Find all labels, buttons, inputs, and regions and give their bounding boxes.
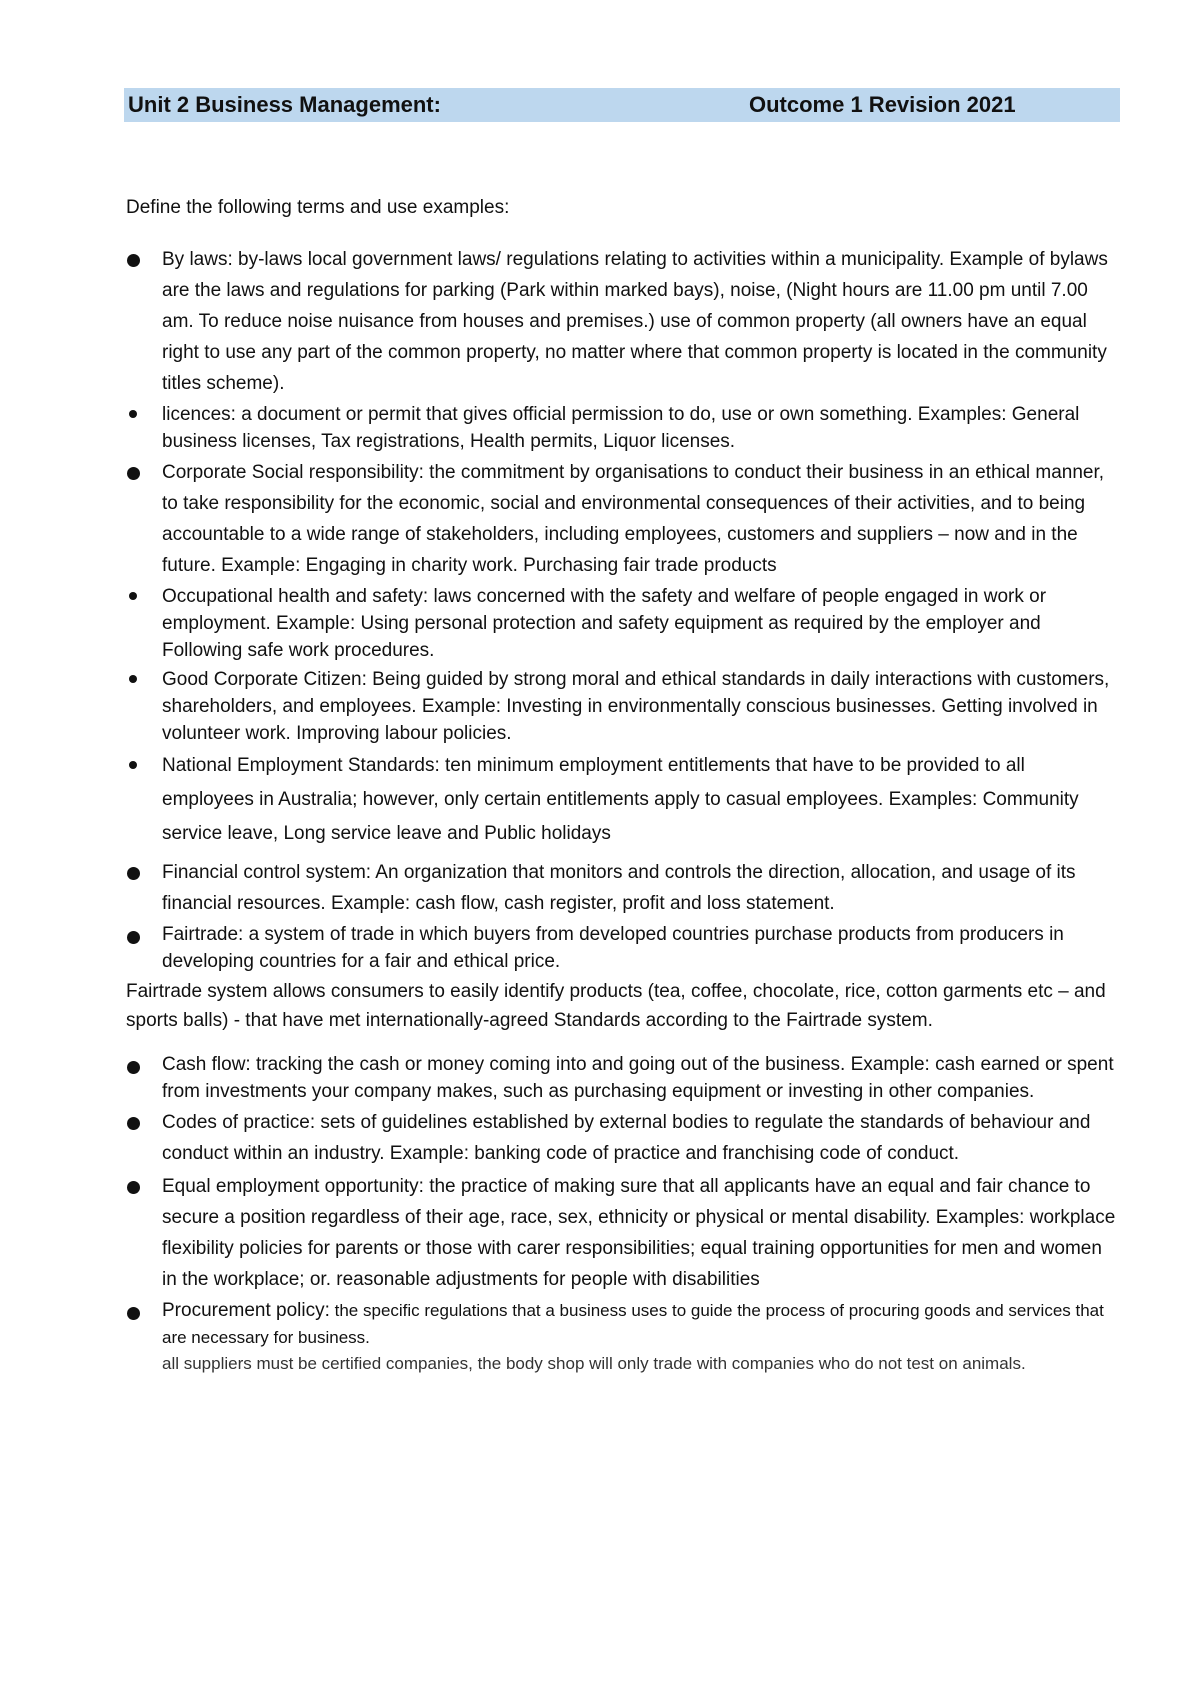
list-item [126,401,1120,455]
outcome-title: Outcome 1 Revision 2021 [749,92,1016,117]
list-item [126,244,1120,399]
bullet-icon [127,1117,140,1130]
term-text: National Employment Standards: ten minimum employment entitlements that have to be provided to all employees in Australia; however, only certain entitlements apply to casual employees. Examples: Community service leave, Long service leave and Public holidays [162,755,1079,844]
list-item [126,666,1120,747]
bullet-icon [129,675,137,683]
bullet-icon [127,931,140,944]
bullet-icon [127,867,140,880]
term-text: Fairtrade: a system of trade in which buyers from developed countries purchase products from producers in developing countries for a fair and ethical price. [162,924,1064,972]
bullet-icon [129,761,137,769]
bullet-icon [129,592,137,600]
list-item [126,921,1120,975]
bullet-icon [127,254,140,267]
term-text: licences: a document or permit that gives official permission to do, use or own something. Examples: General business licenses, Tax registrations, Health permits, Liquor licenses. [162,404,1080,452]
header-bar [124,88,1120,122]
procurement-example: all suppliers must be certified companies, the body shop will only trade with companies who do not test on animals. [162,1354,1026,1373]
term-text: Financial control system: An organization that monitors and controls the direction, allocation, and usage of its financial resources. Example: cash flow, cash register, profit and loss statement. [162,862,1076,914]
bullet-icon [127,1307,140,1320]
intro-text: Define the following terms and use examples: [126,197,510,218]
list-item [126,583,1120,664]
bullet-icon [127,1181,140,1194]
list-item [126,749,1120,851]
term-text: Occupational health and safety: laws concerned with the safety and welfare of people engaged in work or employment. Example: Using personal protection and safety equipment as required by the employer and Following safe work procedures. [162,586,1047,661]
unit-title: Unit 2 Business Management: [128,92,441,117]
procurement-definition: the specific regulations that a business uses to guide the process of procuring goods and services that are necessary for business. [162,1301,1104,1347]
term-text: Good Corporate Citizen: Being guided by strong moral and ethical standards in daily interactions with customers, shareholders, and employees. Example: Investing in environmentally conscious businesses. Getting involved in volunteer work. Improving labour policies. [162,669,1110,744]
bullet-icon [127,467,140,480]
term-text: Equal employment opportunity: the practice of making sure that all applicants have an equal and fair chance to secure a position regardless of their age, race, sex, ethnicity or physical or mental disability. Examples: workplace flexibility policies for parents or those with carer responsibilities; equal training opportunities for men and women in the workplace; or. reasonable adjustments for people with disabilities [162,1176,1116,1290]
bullet-icon [129,410,137,418]
term-text: Cash flow: tracking the cash or money coming into and going out of the business. Example: cash earned or spent from investments your company makes, such as purchasing equipment or investing in other companies. [162,1054,1114,1102]
fairtrade-paragraph: Fairtrade system allows consumers to easily identify products (tea, coffee, chocolate, rice, cotton garments etc – and sports balls) - that have met internationally-agreed Standards according to the Fairtrade system. [126,981,1106,1031]
list-item [126,1171,1120,1295]
list-item [126,1297,1120,1376]
list-item [126,457,1120,581]
bullet-icon [127,1061,140,1074]
term-text: Corporate Social responsibility: the commitment by organisations to conduct their business in an ethical manner, to take responsibility for the economic, social and environmental consequences of their activities, and to being accountable to a wide range of stakeholders, including employees, customers and suppliers – now and in the future. Example: Engaging in charity work. Purchasing fair trade products [162,462,1105,576]
term-text: By laws: by-laws local government laws/ regulations relating to activities within a municipality. Example of bylaws are the laws and regulations for parking (Park within marked bays), noise, (Night hours are 11.00 pm until 7.00 am. To reduce noise nuisance from houses and premises.) use of common property (all owners have an equal right to use any part of the common property, no matter where that common property is located in the community titles scheme). [162,249,1108,394]
terms-list [126,244,1120,1378]
term-text: Codes of practice: sets of guidelines established by external bodies to regulate the standards of behaviour and conduct within an industry. Example: banking code of practice and franchising code of conduct. [162,1112,1091,1164]
procurement-title: Procurement policy: [162,1300,330,1321]
list-item [126,1051,1120,1105]
list-item [126,1107,1120,1169]
list-item [126,857,1120,919]
